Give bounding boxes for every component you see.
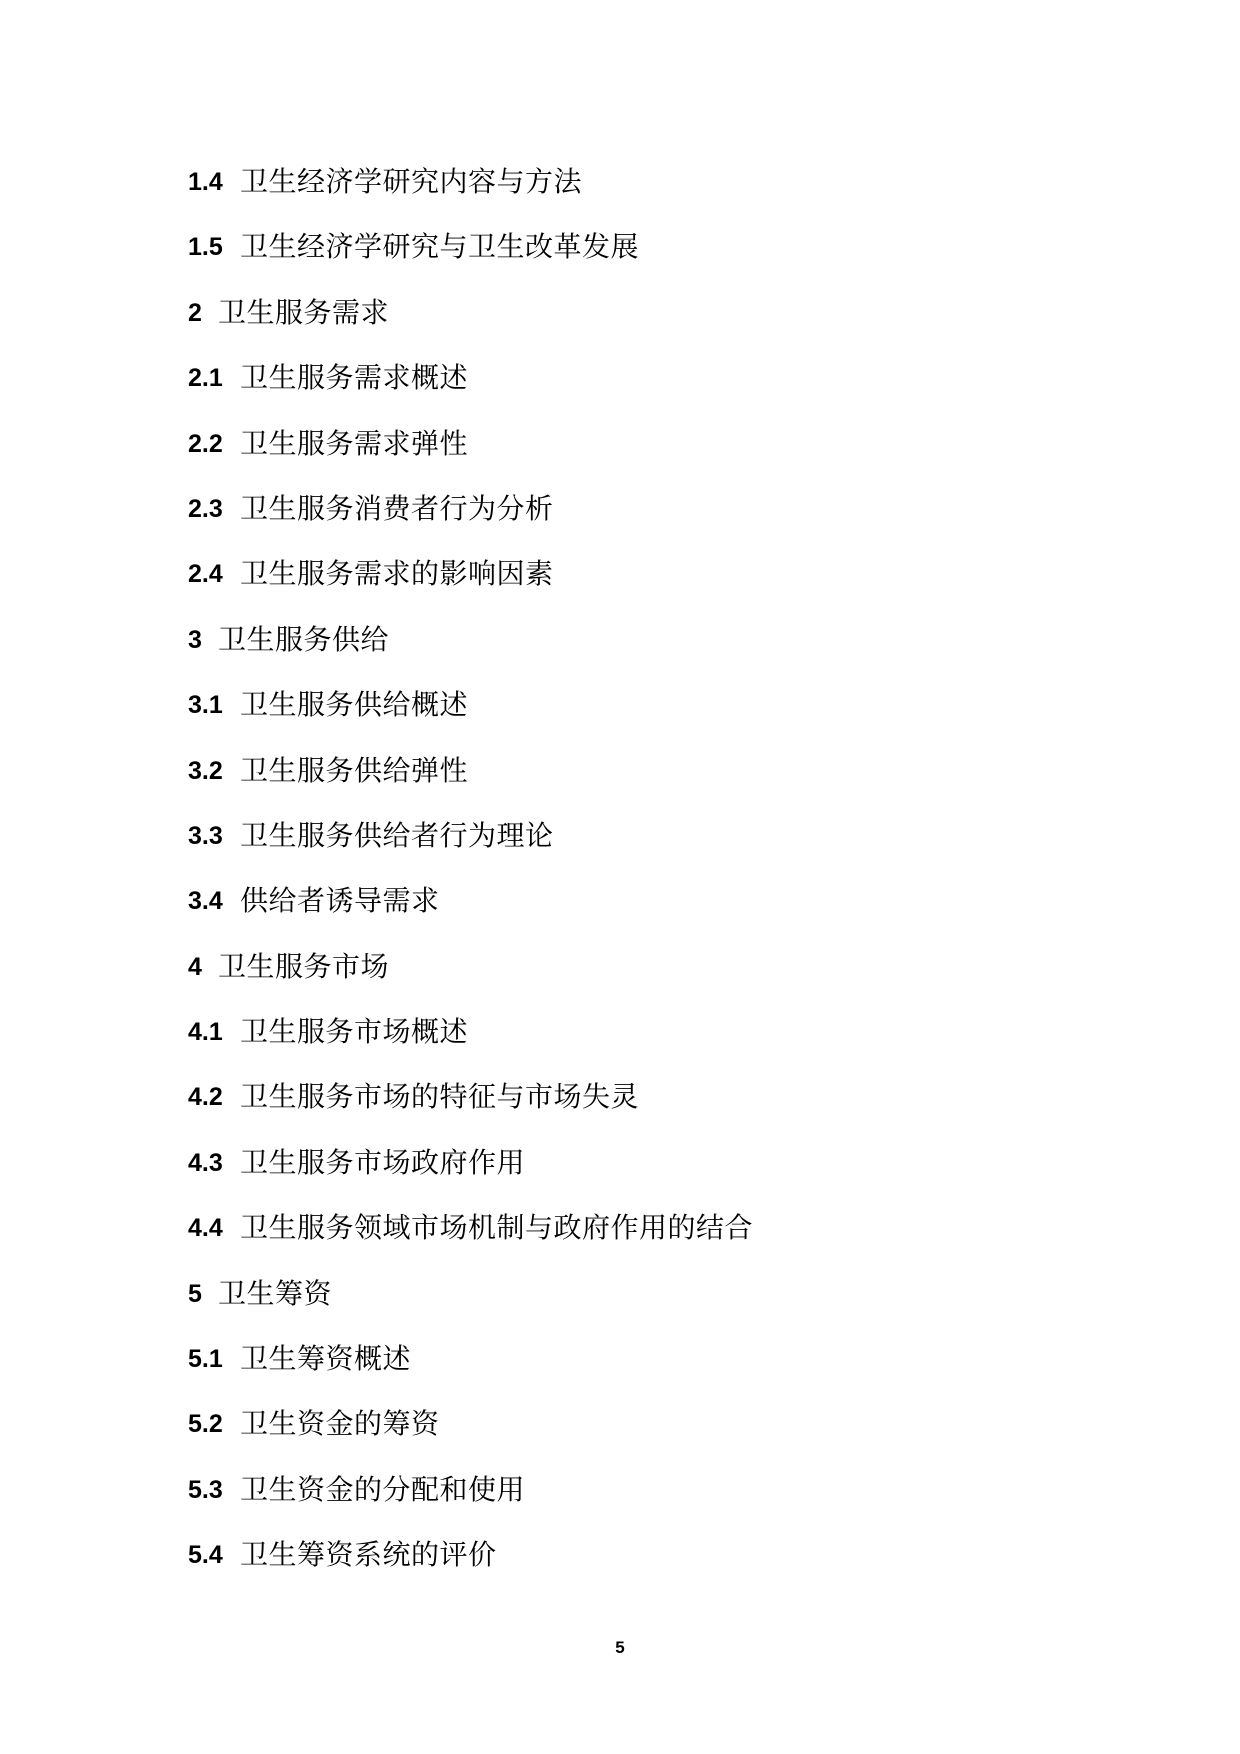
toc-entry xyxy=(188,1270,753,1335)
toc-entry xyxy=(188,1073,753,1138)
section-number: 1.4 xyxy=(188,168,223,196)
chapter-title: 卫生服务供给 xyxy=(218,622,390,656)
section-number: 2.2 xyxy=(188,429,223,458)
section-title: 卫生服务领域市场机制与政府作用的结合 xyxy=(240,1211,754,1245)
toc-entry xyxy=(188,877,753,942)
section-title: 卫生服务市场概述 xyxy=(240,1015,469,1049)
toc-entry xyxy=(188,747,753,812)
section-number: 1.5 xyxy=(188,233,223,262)
section-title: 卫生筹资概述 xyxy=(240,1342,412,1376)
toc-entry xyxy=(188,681,753,746)
section-title: 卫生服务市场政府作用 xyxy=(240,1145,526,1179)
chapter-title: 卫生服务市场 xyxy=(218,949,390,983)
chapter-number: 4 xyxy=(188,952,202,981)
toc-entry xyxy=(188,616,753,681)
section-number: 3.4 xyxy=(188,887,223,916)
section-number: 4.1 xyxy=(188,1018,223,1047)
toc-entry xyxy=(188,1204,753,1269)
chapter-title: 卫生筹资 xyxy=(218,1276,333,1310)
toc-entry xyxy=(188,1335,753,1400)
toc-entry xyxy=(188,1139,753,1204)
section-number: 5.3 xyxy=(188,1475,223,1504)
section-number: 3.1 xyxy=(188,691,223,720)
section-number: 3.2 xyxy=(188,756,223,785)
toc-entry xyxy=(188,354,753,419)
section-number: 5.1 xyxy=(188,1345,223,1374)
section-title: 卫生服务供给者行为理论 xyxy=(240,818,554,852)
section-number: 2.3 xyxy=(188,494,223,523)
toc-entry xyxy=(188,485,753,550)
toc-entry xyxy=(188,1400,753,1465)
toc-entry xyxy=(188,420,753,485)
section-title: 卫生筹资系统的评价 xyxy=(240,1538,497,1572)
section-title: 卫生服务需求弹性 xyxy=(240,426,469,460)
chapter-number: 3 xyxy=(188,625,202,654)
toc-entry xyxy=(188,1008,753,1073)
section-title: 卫生资金的分配和使用 xyxy=(240,1472,526,1506)
page-number: 5 xyxy=(615,1638,625,1657)
section-number: 5.2 xyxy=(188,1410,223,1439)
toc-entry xyxy=(188,223,753,288)
section-number: 4.3 xyxy=(188,1148,223,1177)
section-title: 供给者诱导需求 xyxy=(240,884,440,918)
section-title: 卫生服务供给弹性 xyxy=(240,753,469,787)
section-number: 2.1 xyxy=(188,364,223,393)
toc-entry xyxy=(188,550,753,615)
toc-entry xyxy=(188,1466,753,1531)
table-of-contents xyxy=(188,158,753,1597)
section-title: 卫生服务供给概述 xyxy=(240,688,469,722)
section-title: 卫生经济学研究与卫生改革发展 xyxy=(240,230,640,264)
section-number: 4.4 xyxy=(188,1214,223,1243)
chapter-number: 5 xyxy=(188,1279,202,1308)
toc-entry xyxy=(188,1531,753,1596)
toc-entry xyxy=(188,289,753,354)
toc-entry xyxy=(188,943,753,1008)
chapter-number: 2 xyxy=(188,298,202,327)
chapter-title: 卫生服务需求 xyxy=(218,295,390,329)
section-number: 2.4 xyxy=(188,560,223,589)
section-title: 卫生服务需求的影响因素 xyxy=(240,557,554,591)
toc-entry xyxy=(188,812,753,877)
section-number: 3.3 xyxy=(188,821,223,850)
toc-entry xyxy=(188,158,753,223)
section-title: 卫生服务消费者行为分析 xyxy=(240,491,554,525)
section-title: 卫生资金的筹资 xyxy=(240,1407,440,1441)
section-title: 卫生服务市场的特征与市场失灵 xyxy=(240,1080,640,1114)
section-number: 4.2 xyxy=(188,1083,223,1112)
section-number: 5.4 xyxy=(188,1541,223,1570)
section-title: 卫生经济学研究内容与方法 xyxy=(240,165,583,198)
section-title: 卫生服务需求概述 xyxy=(240,361,469,395)
